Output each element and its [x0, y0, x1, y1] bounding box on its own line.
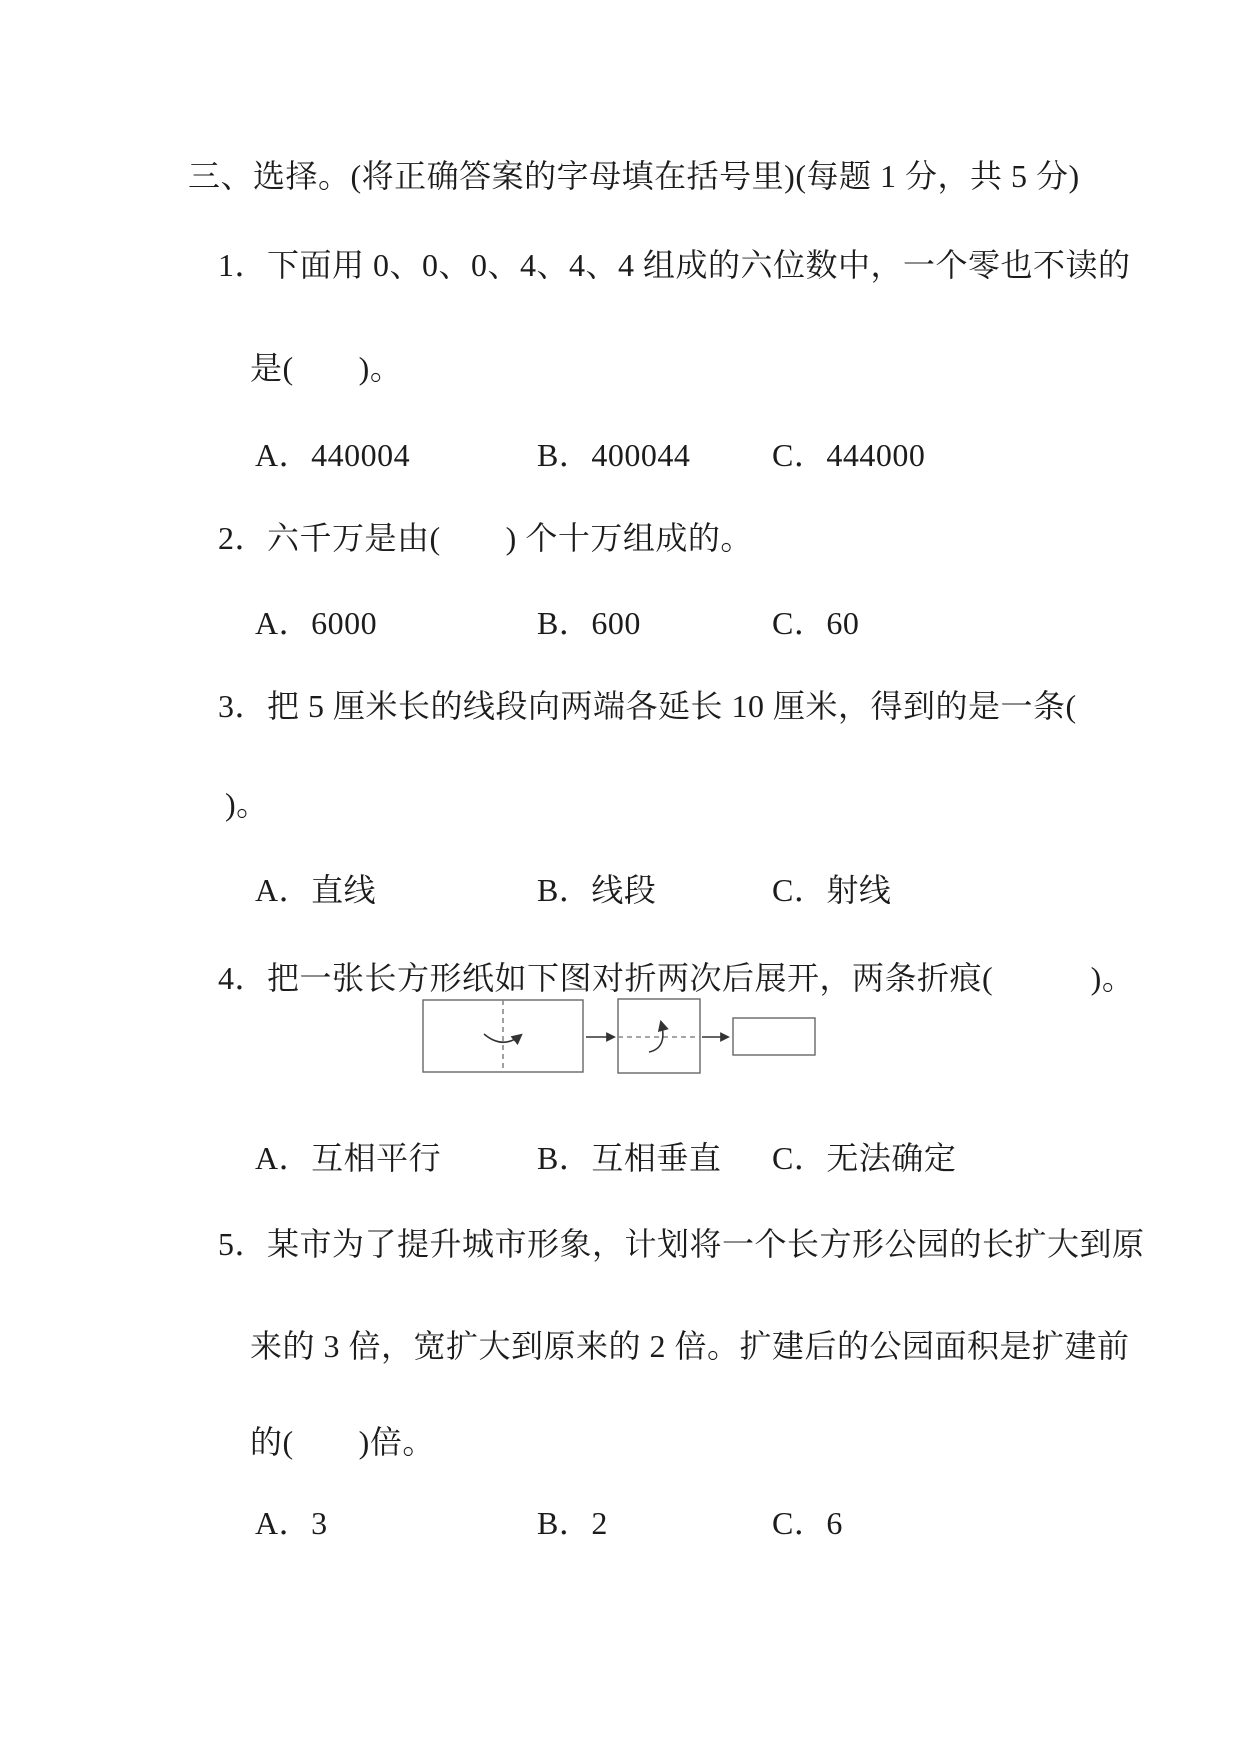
question-1-option-b: B．400044 — [537, 437, 691, 473]
question-5-line-3: 的( )倍。 — [250, 1424, 435, 1460]
question-5-line-2: 来的 3 倍，宽扩大到原来的 2 倍。扩建后的公园面积是扩建前 — [250, 1328, 1130, 1364]
fold-diagram — [400, 990, 860, 1085]
paper-rect-2 — [618, 999, 700, 1073]
question-4-option-b: B．互相垂直 — [537, 1140, 722, 1176]
question-4-option-c: C．无法确定 — [772, 1140, 957, 1176]
question-4-line-1: 4．把一张长方形纸如下图对折两次后展开，两条折痕( )。 — [218, 960, 1135, 996]
question-2-option-b: B．600 — [537, 605, 641, 641]
question-1-option-a: A．440004 — [255, 437, 411, 473]
question-1-line-1: 1．下面用 0、0、0、4、4、4 组成的六位数中，一个零也不读的 — [218, 247, 1131, 283]
question-3-option-b: B．线段 — [537, 872, 657, 908]
question-1-option-c: C．444000 — [772, 437, 926, 473]
question-3-line-1: 3．把 5 厘米长的线段向两端各延长 10 厘米，得到的是一条( — [218, 688, 1077, 724]
question-3-option-c: C．射线 — [772, 872, 892, 908]
question-1-line-2: 是( )。 — [250, 350, 403, 386]
question-5-option-c: C．6 — [772, 1505, 843, 1541]
question-5-option-a: A．3 — [255, 1505, 328, 1541]
question-3-option-a: A．直线 — [255, 872, 377, 908]
paper-rect-3 — [733, 1018, 815, 1055]
question-3-line-2: )。 — [225, 786, 269, 822]
question-5-line-1: 5．某市为了提升城市形象，计划将一个长方形公园的长扩大到原 — [218, 1226, 1145, 1262]
question-2-option-a: A．6000 — [255, 605, 378, 641]
section-heading: 三、选择。(将正确答案的字母填在括号里)(每题 1 分，共 5 分) — [188, 158, 1080, 194]
question-2-line-1: 2．六千万是由( ) 个十万组成的。 — [218, 520, 753, 556]
question-4-option-a: A．互相平行 — [255, 1140, 442, 1176]
question-2-option-c: C．60 — [772, 605, 860, 641]
question-5-option-b: B．2 — [537, 1505, 608, 1541]
